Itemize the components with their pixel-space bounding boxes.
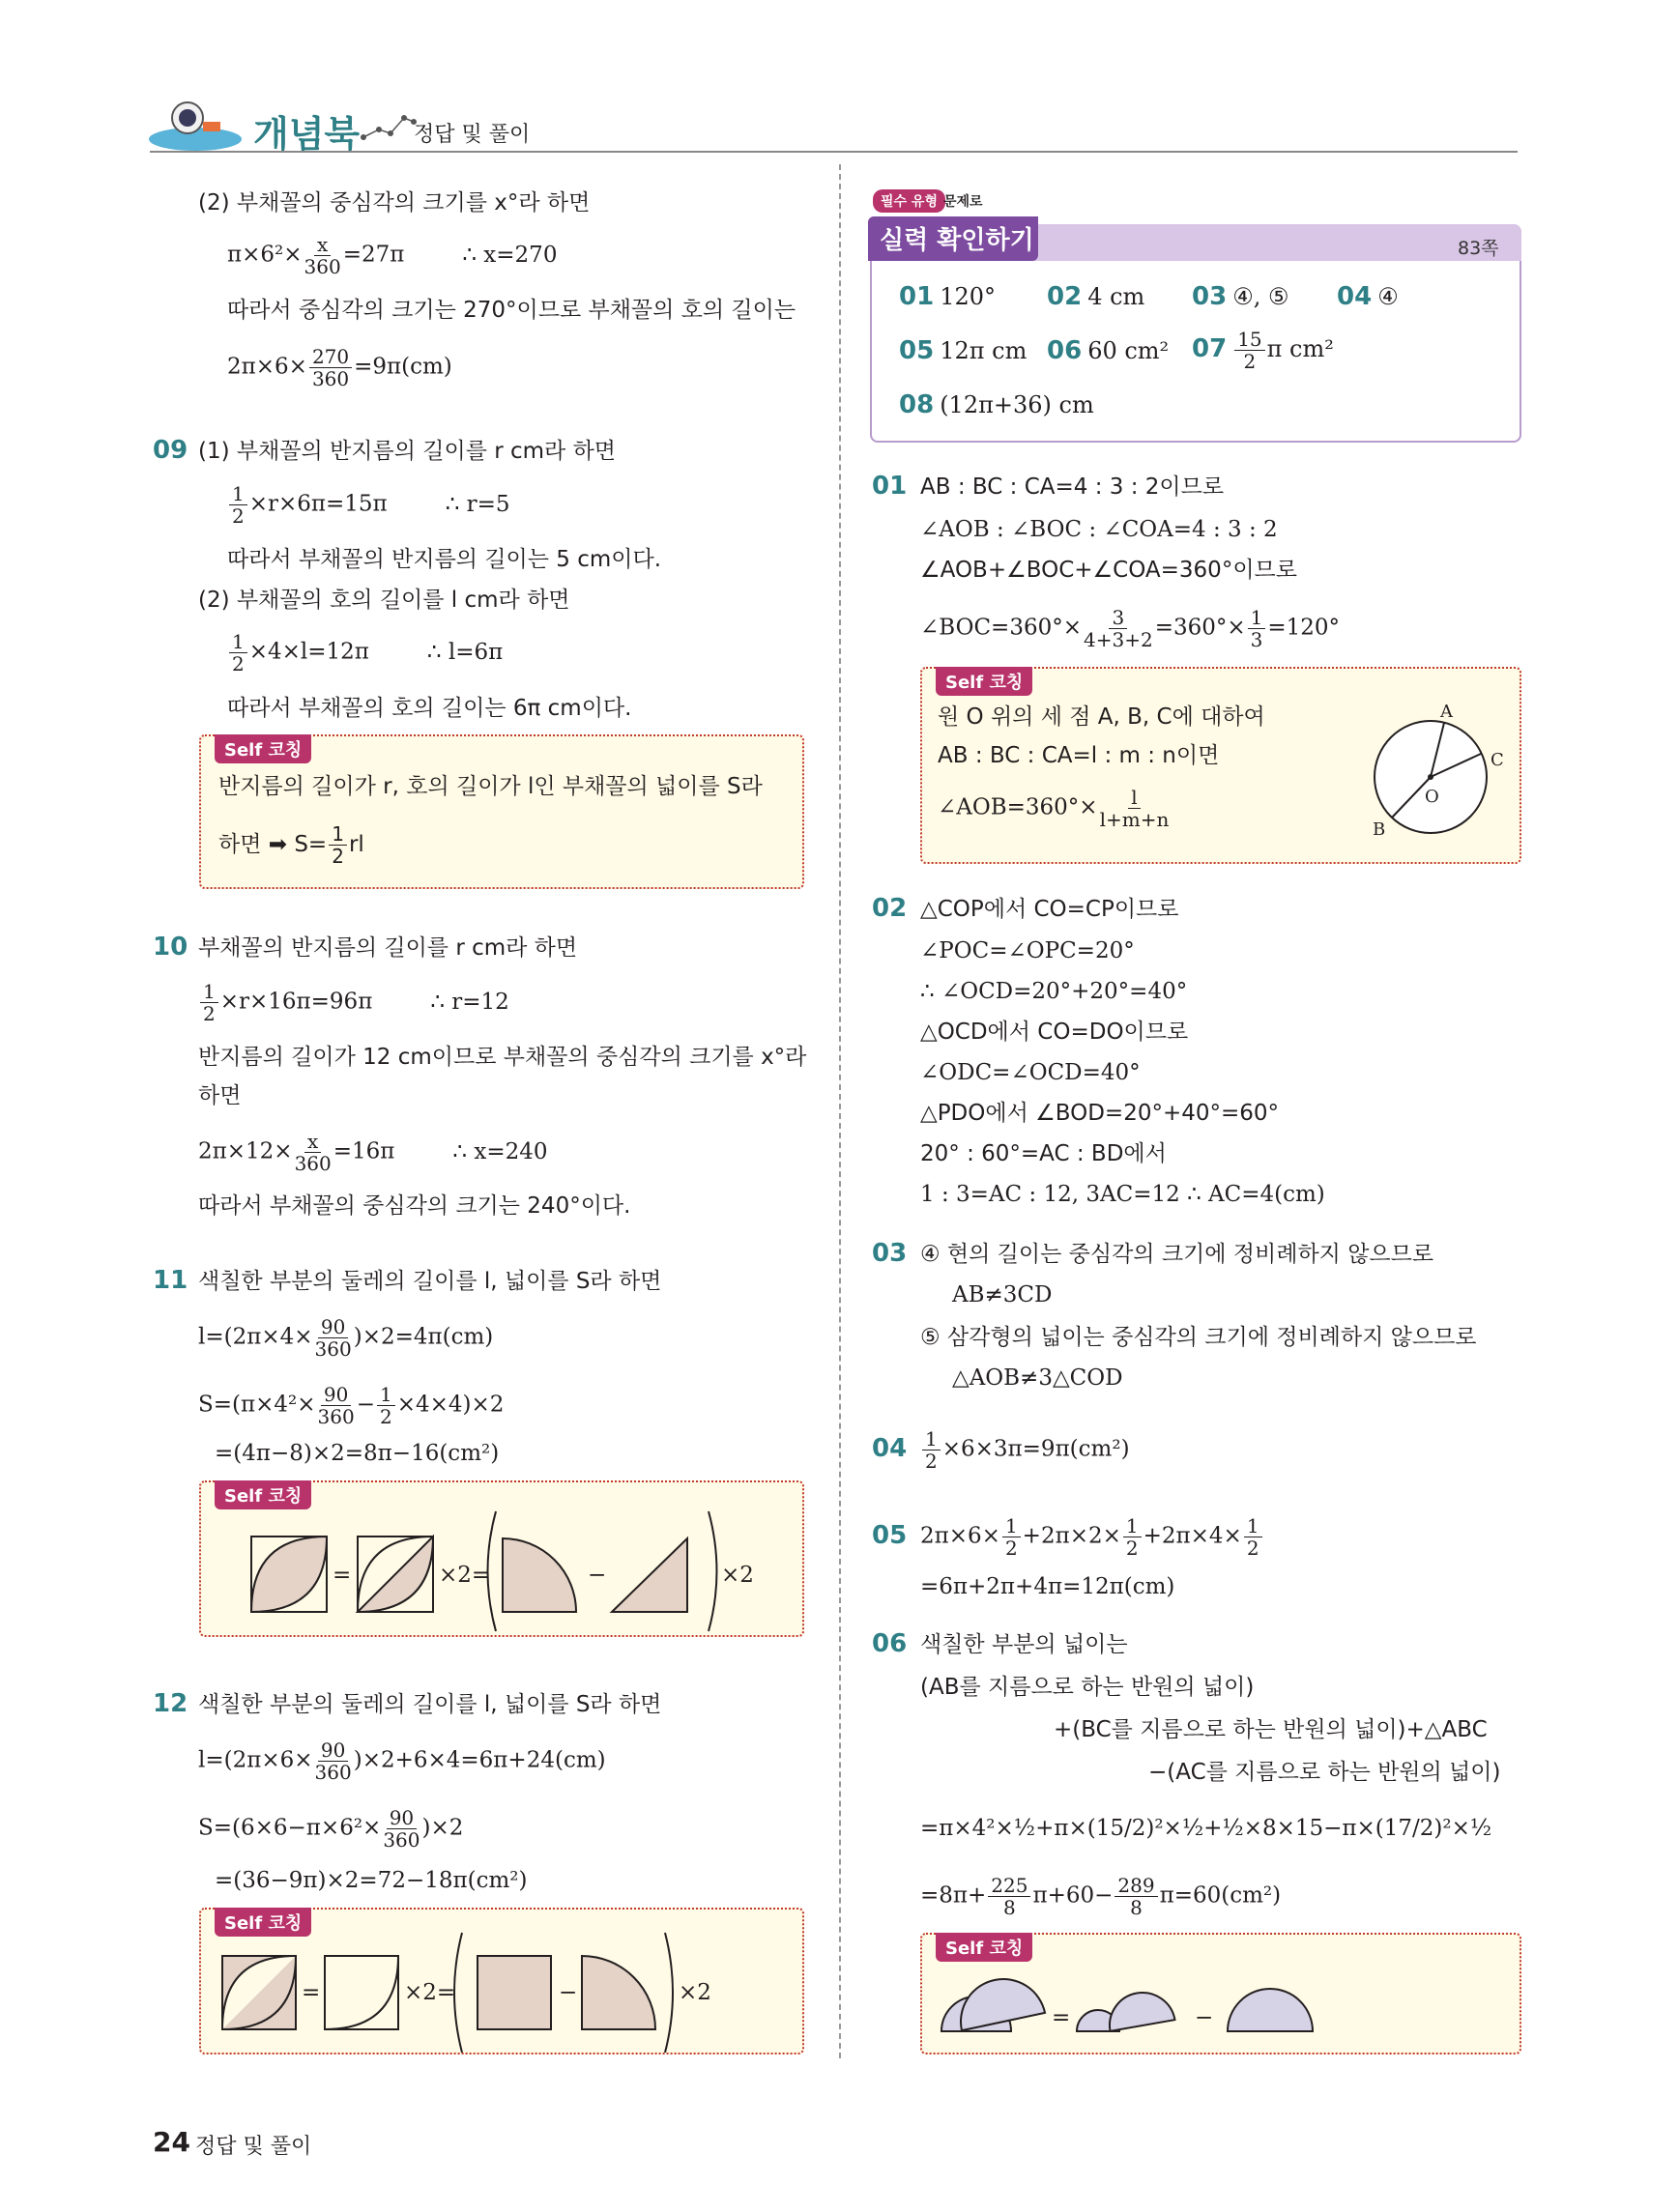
problem-number-r06: 06 [872,1629,908,1658]
coach-tag: Self 코칭 [936,1933,1032,1962]
r06-line1: 색칠한 부분의 넓이는 [920,1632,1128,1657]
tag-required: 필수 유형 [873,189,945,213]
coach06-eq: = [1052,2005,1071,2030]
p09-1-intro: (1) 부채꼴의 반지름의 길이를 r cm라 하면 [198,439,617,464]
answer-03: 03 ④, ⑤ [1192,282,1289,311]
coach11-diagram [201,1482,802,1635]
r01-line4: ∠BOC=360°× $\frac{3}{4+3+2}$ =360°× $\frac{1}{3}$ =120° [920,606,1341,651]
self-coaching-11 [199,1480,804,1637]
problem-number-r03: 03 [872,1239,908,1268]
constellation-icon [360,108,418,147]
r02-line: △PDO에서 ∠BOD=20°+40°=60° [920,1101,1280,1126]
r02-line: ∠ODC=∠OCD=40° [920,1060,1141,1085]
problem-number-12: 12 [153,1689,188,1718]
coach11-x2a: ×2= [439,1563,491,1588]
r01-line2: ∠AOB : ∠BOC : ∠COA=4 : 3 : 2 [920,517,1278,542]
p10-eq1: $\frac{1}{2}$ ×r×16π=96π ∴ r=12 [198,981,509,1024]
column-divider [839,164,841,2058]
r06-line5: =π×4²×½+π×(15/2)²×½+½×8×15−π×(17/2)²×½ [920,1816,1492,1841]
p08-2-text: 따라서 중심각의 크기는 270°이므로 부채꼴의 호의 길이는 [227,298,796,323]
answer-06: 06 60 cm² [1047,336,1170,365]
r02-line: ∴ ∠OCD=20°+20°=40° [920,979,1188,1004]
coach09-line1: 반지름의 길이가 r, 호의 길이가 l인 부채꼴의 넓이를 S라 [218,774,763,799]
coach06-minus: − [1195,2005,1214,2030]
footer-page-number: 24 [153,2126,190,2158]
problem-number-r05: 05 [872,1521,908,1550]
p08-2-intro: (2) 부채꼴의 중심각의 크기를 x°라 하면 [198,190,591,215]
coach11-eq: = [333,1563,352,1588]
r03-line: ⑤ 삼각형의 넓이는 중심각의 크기에 정비례하지 않으므로 [920,1325,1477,1350]
problem-number-09: 09 [153,436,188,465]
r02-line: 20° : 60°=AC : BD에서 [920,1141,1167,1166]
answer-04: 04 ④ [1337,282,1399,311]
coach01-line2: AB : BC : CA=l : m : n이면 [938,743,1220,768]
r03-line: △AOB≠3△COD [952,1365,1123,1391]
p08-2-eq1: π×6²× $\frac{x}{360}$ =27π ∴ x=270 [227,233,558,278]
p12-eq3: =(36−9π)×2=72−18π(cm²) [215,1868,528,1893]
coach01-line3: ∠AOB=360°× $\frac{l}{l+m+n}$ [938,786,1170,831]
answer-02: 02 4 cm [1047,282,1145,311]
tag-required-2: 문제로 [943,194,983,210]
coach-tag: Self 코칭 [215,1908,311,1937]
r02-line: △OCD에서 CO=DO이므로 [920,1020,1189,1045]
label-A: A [1440,702,1453,722]
p11-eq2: S=(π×4²× $\frac{90}{360}$ − $\frac{1}{2}$ ×4×4)×2 [198,1383,505,1428]
p12-intro: 색칠한 부분의 둘레의 길이를 l, 넓이를 S라 하면 [198,1692,662,1717]
p09-2-intro: (2) 부채꼴의 호의 길이를 l cm라 하면 [198,588,570,613]
coach12-x2a: ×2= [404,1980,456,2005]
p11-eq3: =(4π−8)×2=8π−16(cm²) [215,1441,500,1466]
r05-eq2: =6π+2π+4π=12π(cm) [920,1574,1175,1599]
problem-number-10: 10 [153,933,188,962]
answer-07: 07 $\frac{15}{2}$ π cm² [1192,328,1334,373]
problem-number-r01: 01 [872,472,908,501]
p10-intro: 부채꼴의 반지름의 길이를 r cm라 하면 [198,935,578,961]
mascot-logo [147,93,244,151]
coach12-eq: = [302,1980,321,2005]
coach12-minus: − [559,1980,578,2005]
p11-eq1: l=(2π×4× $\frac{90}{360}$ )×2=4π(cm) [198,1315,494,1361]
header-title: 개념북 [253,113,361,156]
header-rule [150,151,1518,153]
r04-eq: $\frac{1}{2}$ ×6×3π=9π(cm²) [920,1428,1130,1472]
p08-2-eq2: 2π×6× $\frac{270}{360}$ =9π(cm) [227,345,452,390]
p10-text2: 하면 [198,1083,242,1108]
label-B: B [1373,819,1386,840]
coach01-line1: 원 O 위의 세 점 A, B, C에 대하여 [938,704,1265,730]
coach-tag: Self 코칭 [215,1480,311,1509]
r02-line: △COP에서 CO=CP이므로 [920,897,1179,922]
r01-line1: AB : BC : CA=4 : 3 : 2이므로 [920,474,1225,500]
problem-number-r02: 02 [872,894,908,923]
p10-text1: 반지름의 길이가 12 cm이므로 부채꼴의 중심각의 크기를 x°라 [198,1045,807,1070]
coach11-x2b: ×2 [721,1563,754,1588]
header-subtitle: 정답 및 풀이 [414,123,531,147]
p10-eq2: 2π×12× $\frac{x}{360}$ =16π ∴ x=240 [198,1130,548,1175]
p09-2-eq: $\frac{1}{2}$ ×4×l=12π ∴ l=6π [227,631,503,675]
answer-01: 01 120° [899,282,996,311]
coach12-x2b: ×2 [679,1980,711,2005]
coach-tag: Self 코칭 [215,734,311,763]
self-coaching-r06 [920,1933,1521,2054]
r02-line: ∠POC=∠OPC=20° [920,938,1135,963]
p12-eq1: l=(2π×6× $\frac{90}{360}$ )×2+6×4=6π+24(cm) [198,1738,606,1784]
answer-box-page: 83쪽 [1458,238,1499,259]
r01-line3: ∠AOB+∠BOC+∠COA=360°이므로 [920,558,1297,583]
r06-line3: +(BC를 지름으로 하는 반원의 넓이)+△ABC [1054,1717,1488,1742]
p12-eq2: S=(6×6−π×6²× $\frac{90}{360}$ )×2 [198,1806,464,1852]
self-coaching-12 [199,1908,804,2054]
footer-label: 정답 및 풀이 [195,2135,312,2159]
coach12-diagram [201,1910,802,2053]
coach09-line2: 하면 ➡ S= $\frac{1}{2}$ rl [218,822,364,868]
label-C: C [1491,750,1504,770]
r06-line4: −(AC를 지름으로 하는 반원의 넓이) [1148,1760,1501,1785]
r06-line2: (AB를 지름으로 하는 반원의 넓이) [920,1675,1255,1700]
answer-05: 05 12π cm [899,336,1028,365]
r03-line: AB≠3CD [952,1282,1053,1307]
coach-tag: Self 코칭 [936,667,1032,696]
answer-08: 08 (12π+36) cm [899,390,1094,419]
p09-2-text: 따라서 부채꼴의 호의 길이는 6π cm이다. [227,696,632,721]
self-coaching-r01 [920,667,1521,864]
p11-intro: 색칠한 부분의 둘레의 길이를 l, 넓이를 S라 하면 [198,1269,662,1294]
label-O: O [1425,787,1439,807]
self-coaching-09 [199,734,804,889]
r02-line: 1 : 3=AC : 12, 3AC=12 ∴ AC=4(cm) [920,1182,1325,1207]
p10-text3: 따라서 부채꼴의 중심각의 크기는 240°이다. [198,1193,631,1219]
problem-number-11: 11 [153,1266,188,1295]
problem-number-r04: 04 [872,1434,908,1463]
r05-eq1: 2π×6× $\frac{1}{2}$ +2π×2× $\frac{1}{2}$ +2π×4× $\frac{1}{2}$ [920,1515,1264,1559]
p09-1-text: 따라서 부채꼴의 반지름의 길이는 5 cm이다. [227,547,662,572]
coach06-diagram [922,1935,1520,2053]
p09-1-eq: $\frac{1}{2}$ ×r×6π=15π ∴ r=5 [227,483,510,527]
r06-line6: =8π+ $\frac{225}{8}$ π+60− $\frac{289}{8}$ π=60(cm²) [920,1874,1282,1919]
r03-line: ④ 현의 길이는 중심각의 크기에 정비례하지 않으므로 [920,1242,1434,1267]
answer-box-title: 실력 확인하기 [880,226,1034,255]
coach11-minus: − [588,1563,607,1588]
